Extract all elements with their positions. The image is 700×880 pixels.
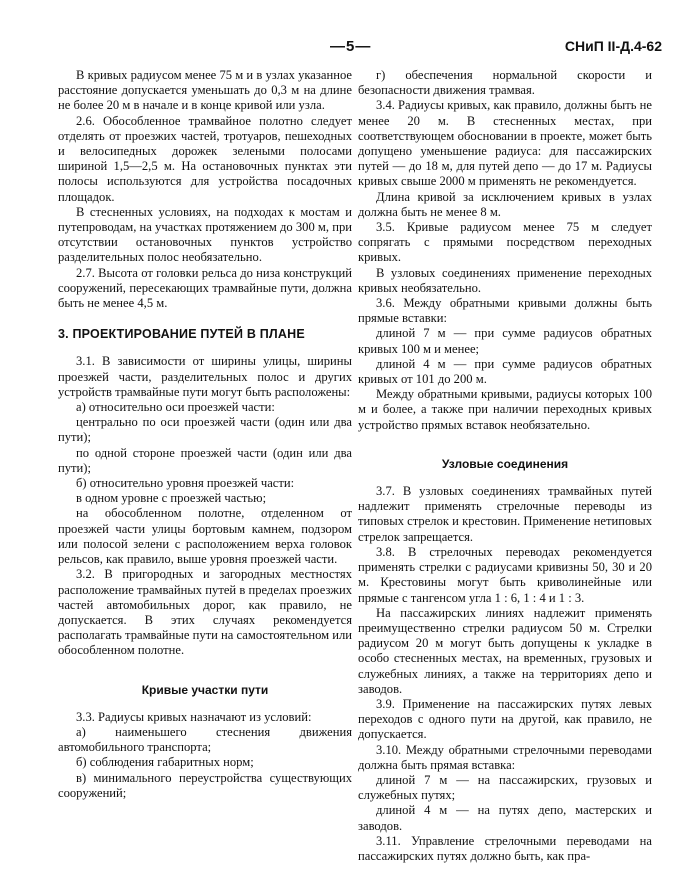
paragraph: 3.10. Между обратными стрелочными переводами должна быть прямая вставка:	[358, 742, 652, 772]
list-item: центрально по оси проезжей части (один или два пути);	[58, 415, 352, 445]
page-header	[0, 38, 700, 62]
list-item: а) наименьшего стеснения движения автомобильного транспорта;	[58, 724, 352, 755]
paragraph: 2.7. Высота от головки рельса до низа конструкций сооружений, пересекающих трамвайные пути, должна быть не менее 4,5 м.	[58, 265, 352, 311]
paragraph: 3.8. В стрелочных переводах рекомендуется применять стрелки с радиусами кривизны 50, 30 и 20 м. Крестовины могут быть криволинейные или прямые с тангенсом угла 1 : 6, 1 : 4 и 1 : 3.	[358, 544, 652, 605]
list-item: б) относительно уровня проезжей части:	[76, 476, 295, 491]
paragraph: 3.1. В зависимости от ширины улицы, ширины проезжей части, разделительных полос и других устройств трамвайные пути могут быть расположены:	[58, 354, 352, 399]
list-item: длиной 7 м — на пассажирских, грузовых и служебных путях;	[358, 772, 652, 803]
left-column	[58, 68, 352, 801]
paragraph: 3.3. Радиусы кривых назначают из условий:	[76, 709, 312, 724]
paragraph: На пассажирских линиях надлежит применять преимущественно стрелки радиусом 50 м. Стрелки радиусом 20 м могут быть допущены к укладке в особо стесненных местах, на временных, грузовых и служебных линиях, а также на территориях депо и заводов.	[358, 605, 652, 696]
list-item: длиной 7 м — при сумме радиусов обратных кривых 100 м и менее;	[358, 326, 652, 356]
paragraph: Между обратными кривыми, радиусы которых 100 м и более, а также при наличии переходных кривых устройство прямых вставок необязательно.	[358, 387, 652, 432]
list-item: а) относительно оси проезжей части:	[76, 400, 275, 415]
paragraph: 2.6. Обособленное трамвайное полотно следует отделять от проезжих частей, тротуаров, пешеходных и велосипедных дорожек зелеными полосами шириной 1,5—2,5 м. На остановочных пунктах эти полосы используются для устройства посадочных площадок.	[58, 113, 352, 204]
paragraph: В стесненных условиях, на подходах к мостам и путепроводам, на участках протяжением до 300 м, при отсутствии остановочных пунктов устройство разделительных полос необязательно.	[58, 204, 352, 265]
list-item: по одной стороне проезжей части (один или два пути);	[58, 445, 352, 475]
paragraph: В узловых соединениях применение переходных кривых необязательно.	[358, 265, 652, 295]
paragraph: 3.5. Кривые радиусом менее 75 м следует сопрягать с прямыми посредством переходных кривых.	[358, 220, 652, 265]
subsection-heading: Узловые соединения	[441, 456, 569, 471]
paragraph: 3.2. В пригородных и загородных местностях расположение трамвайных путей в пределах проезжих частей автомобильных дорог, как правило, не допускается. В этих случаях рекомендуется располагать трамвайные пути на самостоятельном или обособленном полотне.	[58, 567, 353, 658]
document-code: СНиП II-Д.4-62	[564, 38, 662, 54]
list-item: в) минимального переустройства существующих сооружений;	[58, 770, 352, 800]
list-item: б) соблюдения габаритных норм;	[76, 755, 254, 770]
section-heading: 3. ПРОЕКТИРОВАНИЕ ПУТЕЙ В ПЛАНЕ	[58, 327, 305, 342]
page-number: —5—	[330, 38, 372, 55]
subsection-heading: Кривые участки пути	[141, 682, 269, 697]
paragraph: В кривых радиусом менее 75 м и в узлах указанное расстояние допускается уменьшать до 0,3 м на длине не более 20 м в начале и в конце кривой или узла.	[58, 68, 352, 113]
paragraph: 3.4. Радиусы кривых, как правило, должны быть не менее 20 м. В стесненных местах, при соответствующем обосновании в проекте, может быть допущено уменьшение радиуса: для пассажирских путей — до 18 м, для путей депо — до 17 м. Радиусы кривых свыше 2000 м применять не рекомендуется.	[358, 98, 652, 189]
list-item: г) обеспечения нормальной скорости и безопасности движения трамвая.	[358, 68, 652, 98]
paragraph: 3.11. Управление стрелочными переводами на пассажирских путях должно быть, как пра-	[358, 833, 652, 863]
list-item: на обособленном полотне, отделенном от проезжей части улицы бортовым камнем, подзором или полосой зелени с расположением верха головок рельсов, как правило, выше уровня проезжей части.	[58, 506, 352, 567]
right-column	[358, 68, 652, 864]
list-item: длиной 4 м — при сумме радиусов обратных кривых от 101 до 200 м.	[358, 356, 652, 387]
paragraph: 3.7. В узловых соединениях трамвайных путей надлежит применять стрелочные переводы из типовых стрелок и крестовин. Применение нетиповых стрелок запрещается.	[358, 484, 652, 544]
list-item: длиной 4 м — на путях депо, мастерских и заводов.	[358, 803, 652, 833]
paragraph: Длина кривой за исключением кривых в узлах должна быть не менее 8 м.	[358, 189, 652, 219]
paragraph: 3.6. Между обратными кривыми должны быть прямые вставки:	[358, 296, 652, 326]
list-item: в одном уровне с проезжей частью;	[76, 491, 267, 506]
paragraph: 3.9. Применение на пассажирских путях левых переходов с одного пути на другой, как правило, не допускается.	[358, 696, 652, 742]
